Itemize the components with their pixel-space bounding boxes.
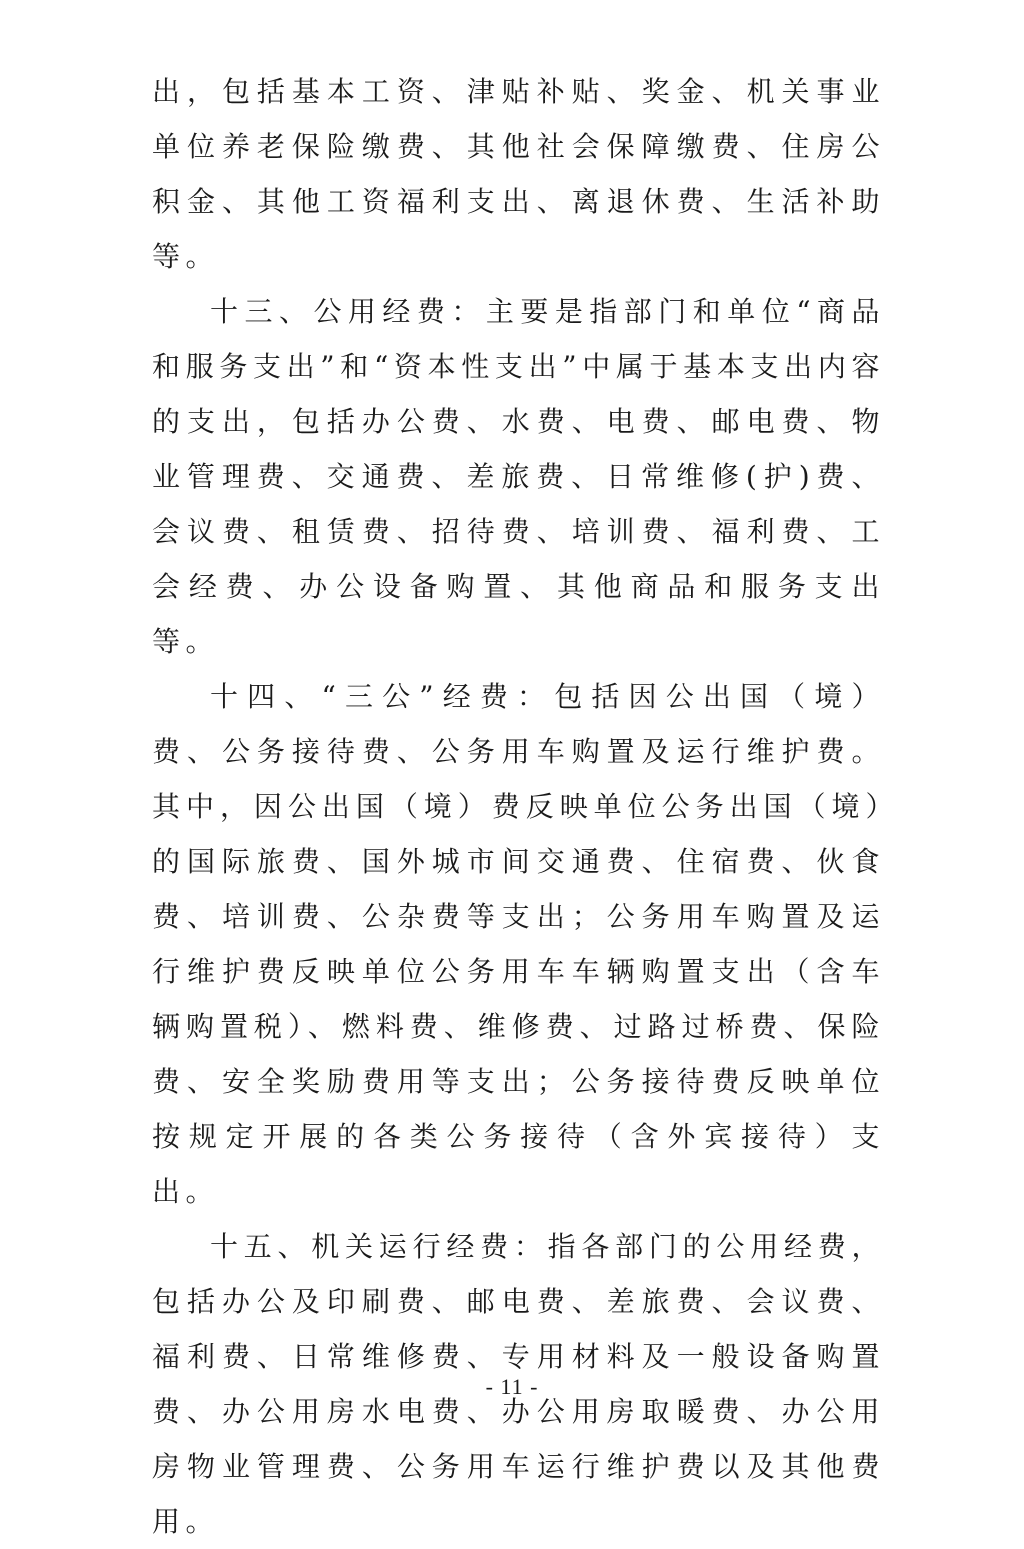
- paragraph-15-agency-operating-expenses: 十五、机关运行经费：指各部门的公用经费，包括办公及印刷费、邮电费、差旅费、会议费、福利费、日常维修费、专用材料及一般设备购置费、办公用房水电费、办公用房取暖费、办公用房物业管理费、公务用车运行维护费以及其他费用。: [152, 1230, 885, 1538]
- paragraph-13-public-expenses: 十三、公用经费：主要是指部门和单位“商品和服务支出”和“资本性支出”中属于基本支出内容的支出，包括办公费、水费、电费、邮电费、物业管理费、交通费、差旅费、日常维修(护)费、会议费、租赁费、招待费、培训费、福利费、工会经费、办公设备购置、其他商品和服务支出等。: [152, 295, 885, 658]
- page-number: - 11 -: [485, 1374, 539, 1399]
- paragraph-continuation: 出，包括基本工资、津贴补贴、奖金、机关事业单位养老保险缴费、其他社会保障缴费、住房公积金、其他工资福利支出、离退休费、生活补助等。: [152, 75, 885, 273]
- document-body: [152, 64, 885, 1549]
- paragraph-14-three-public-expenses: 十四、“三公”经费：包括因公出国（境）费、公务接待费、公务用车购置及运行维护费。其中，因公出国（境）费反映单位公务出国（境）的国际旅费、国外城市间交通费、住宿费、伙食费、培训费、公杂费等支出；公务用车购置及运行维护费反映单位公务用车车辆购置支出（含车辆购置税）、燃料费、维修费、过路过桥费、保险费、安全奖励费用等支出；公务接待费反映单位按规定开展的各类公务接待（含外宾接待）支出。: [152, 680, 885, 1208]
